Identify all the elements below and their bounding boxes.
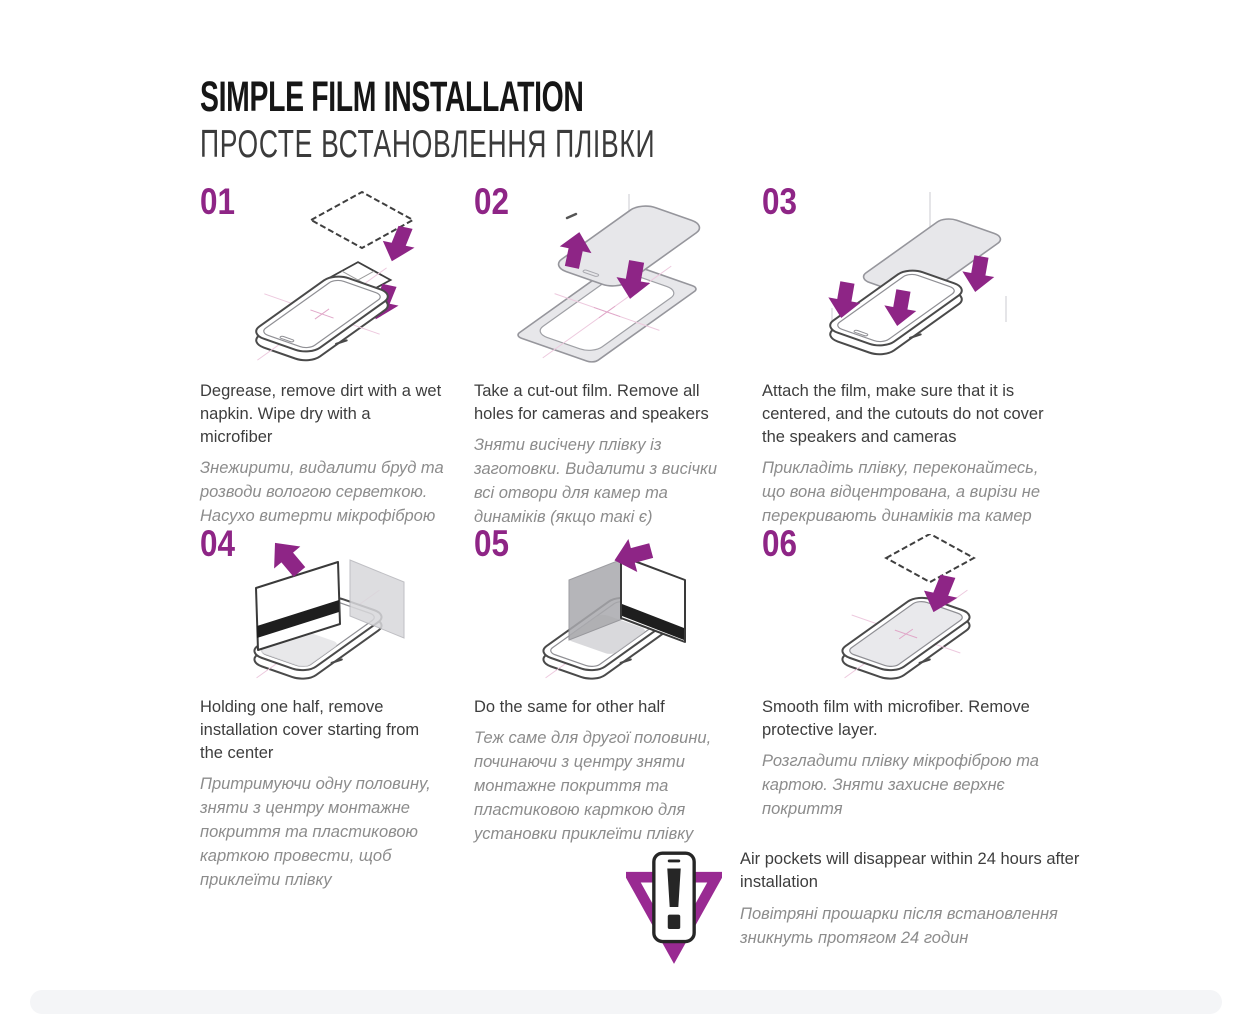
step-03-text-ua: Прикладіть плівку, переконайтесь, що вона відцентрована, а вирізи не перекривають динаміків та камер	[762, 459, 1041, 525]
step-04-text-ua: Притримуючи одну половину, зняти з центру монтажне покриття та пластиковою карткою провести, щоб приклеїти плівку	[200, 775, 431, 889]
steps-grid	[200, 182, 1060, 892]
page-subtitle: ПРОСТЕ ВСТАНОВЛЕННЯ ПЛІВКИ	[200, 123, 656, 166]
page-header	[200, 73, 869, 166]
note-text-en: Air pockets will disappear within 24 hours after installation	[740, 850, 1080, 891]
step-02-text-ua: Зняти висічену плівку із заготовки. Видалити з висічки всі отвори для камер та динаміків (якщо такі є)	[474, 436, 718, 526]
step-06-number: 06	[762, 523, 797, 564]
note-text	[740, 846, 1084, 950]
step-01	[200, 182, 452, 524]
step-03	[762, 182, 1054, 524]
step-04-text-en: Holding one half, remove installation cover starting from the center	[200, 698, 420, 762]
step-06	[762, 524, 1054, 892]
phone-graphic	[790, 571, 1021, 684]
step-05-number: 05	[474, 523, 509, 564]
bottom-edge-band	[30, 990, 1222, 1014]
warning-phone-exclamation-triangle-icon	[626, 848, 722, 964]
step-01-number: 01	[200, 181, 235, 222]
note-text-ua: Повітряні прошарки після встановлення зникнуть протягом 24 годин	[740, 905, 1058, 947]
step-05	[474, 524, 740, 892]
step-01-text-ua: Знежирити, видалити бруд та розводи вологою серветкою. Насухо витерти мікрофіброю	[200, 459, 444, 525]
step-03-text-en: Attach the film, make sure that it is centered, and the cutouts do not cover the speakers and cameras	[762, 382, 1044, 446]
step-06-text-ua: Розгладити плівку мікрофіброю та картою. Зняти захисне верхнє покриття	[762, 752, 1039, 818]
phone-graphic	[200, 248, 444, 364]
air-pockets-note	[626, 846, 1084, 964]
step-02	[474, 182, 740, 524]
step-04-number: 04	[200, 523, 235, 564]
exclamation-dot	[668, 915, 680, 929]
page-title: SIMPLE FILM INSTALLATION	[200, 73, 584, 121]
step-06-text-en: Smooth film with microfiber. Remove protective layer.	[762, 698, 1030, 739]
step-02-number: 02	[474, 181, 509, 222]
step-01-text-en: Degrease, remove dirt with a wet napkin. Wipe dry with a microfiber	[200, 382, 442, 446]
step-02-text-en: Take a cut-out film. Remove all holes for cameras and speakers	[474, 382, 709, 423]
step-03-number: 03	[762, 181, 797, 222]
step-05-text-ua: Теж саме для другої половини, починаючи з центру зняти монтажне покриття та пластиковою карткою для установки приклеїти плівку	[474, 729, 712, 843]
step-04	[200, 524, 452, 892]
step-05-text-en: Do the same for other half	[474, 698, 665, 716]
